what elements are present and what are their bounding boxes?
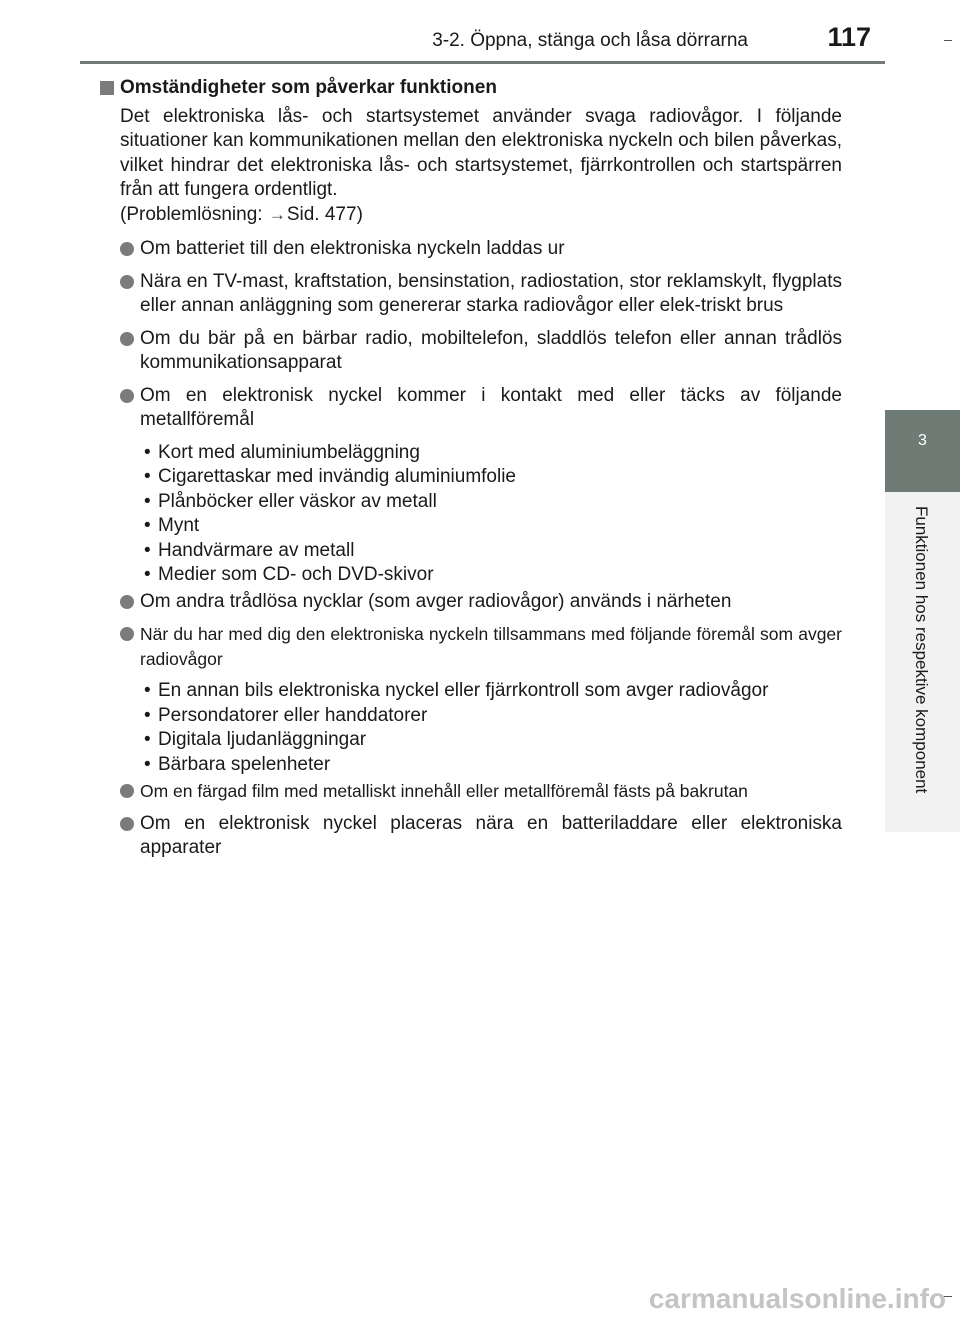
- page-number: 117: [827, 22, 871, 52]
- chapter-tab-label: Funktionen hos respektive komponent: [912, 506, 931, 794]
- list-item: [100, 812, 842, 861]
- reference-link[interactable]: Sid. 477): [286, 203, 363, 225]
- list-item: [100, 237, 842, 262]
- header-rule: [80, 61, 885, 64]
- list-item: [100, 327, 842, 376]
- page-header: [0, 0, 885, 62]
- circle-bullet-icon: [120, 627, 134, 641]
- sub-list-item: • Cigarettaskar med invändig aluminiumfolie: [140, 465, 842, 490]
- chapter-tab-label-area: [885, 492, 960, 832]
- list-item: [100, 779, 842, 804]
- sub-list: [100, 679, 842, 777]
- circle-bullet-icon: [120, 817, 134, 831]
- circle-bullet-icon: [120, 275, 134, 289]
- square-bullet-icon: [100, 81, 114, 95]
- list-item-text: Om en elektronisk nyckel kommer i kontakt med eller täcks av följande metallföremål: [140, 384, 842, 430]
- chapter-title: 3-2. Öppna, stänga och låsa dörrarna: [432, 30, 748, 51]
- circle-bullet-icon: [120, 595, 134, 609]
- circle-bullet-icon: [120, 389, 134, 403]
- list-item: [100, 590, 842, 615]
- list-item: [100, 270, 842, 319]
- sub-list-item: • Medier som CD- och DVD-skivor: [140, 563, 842, 588]
- reference-prefix: (Problemlösning:: [120, 203, 268, 225]
- sub-list-item: • Bärbara spelenheter: [140, 753, 842, 778]
- cross-reference: [120, 203, 842, 228]
- sub-list-item: • Digitala ljudanläggningar: [140, 728, 842, 753]
- sub-list-item: • Persondatorer eller handdatorer: [140, 704, 842, 729]
- list-item-text: Om batteriet till den elektroniska nyckeln laddas ur: [140, 238, 565, 259]
- crop-mark: [944, 40, 952, 41]
- list-item-text: Om en elektronisk nyckel placeras nära en batteriladdare eller elektroniska apparater: [140, 812, 842, 858]
- section-heading: [100, 76, 842, 101]
- sub-list-item: • Plånböcker eller väskor av metall: [140, 490, 842, 515]
- sub-list-item: • Handvärmare av metall: [140, 539, 842, 564]
- intro-text: Det elektroniska lås- och startsystemet använder svaga radiovågor. I följande situationer kan kommunikationen mellan den elektroniska nyckeln och bilen påverkas, vilket hindrar det elektroniska lås- och startsystemet, fjärrkontrollen och startspärren från att fungera ordentligt.: [120, 105, 842, 200]
- circle-bullet-icon: [120, 242, 134, 256]
- watermark: carmanualsonline.info: [648, 1283, 946, 1314]
- intro-paragraph: [100, 105, 842, 228]
- page-content: [100, 76, 842, 861]
- list-item-text: Om andra trådlösa nycklar (som avger radiovågor) används i närheten: [140, 590, 732, 612]
- list-item: [100, 384, 842, 433]
- list-item-text: När du har med dig den elektroniska nyckeln tillsammans med följande föremål som avger radiovågor: [140, 624, 842, 669]
- arrow-right-icon: →: [268, 204, 286, 224]
- circle-bullet-icon: [120, 784, 134, 798]
- list-item-text: Nära en TV-mast, kraftstation, bensinstation, radiostation, stor reklamskylt, flygplats eller annan anläggning som genererar starka radiovågor eller elek-triskt brus: [140, 270, 842, 316]
- circle-bullet-icon: [120, 332, 134, 346]
- section-heading-text: Omständigheter som påverkar funktionen: [120, 77, 497, 98]
- sub-list-item: • Mynt: [140, 514, 842, 539]
- chapter-number: 3: [918, 432, 927, 449]
- sub-list: [100, 441, 842, 588]
- sub-list-item: • Kort med aluminiumbeläggning: [140, 441, 842, 466]
- list-item-text: Om en färgad film med metalliskt innehåll eller metallföremål fästs på bakrutan: [140, 781, 748, 801]
- sub-list-item: • En annan bils elektroniska nyckel eller fjärrkontroll som avger radiovågor: [140, 679, 842, 704]
- chapter-tab: [885, 410, 960, 492]
- list-item: [100, 622, 842, 671]
- list-item-text: Om du bär på en bärbar radio, mobiltelefon, sladdlös telefon eller annan trådlös kommunikationsapparat: [140, 327, 842, 373]
